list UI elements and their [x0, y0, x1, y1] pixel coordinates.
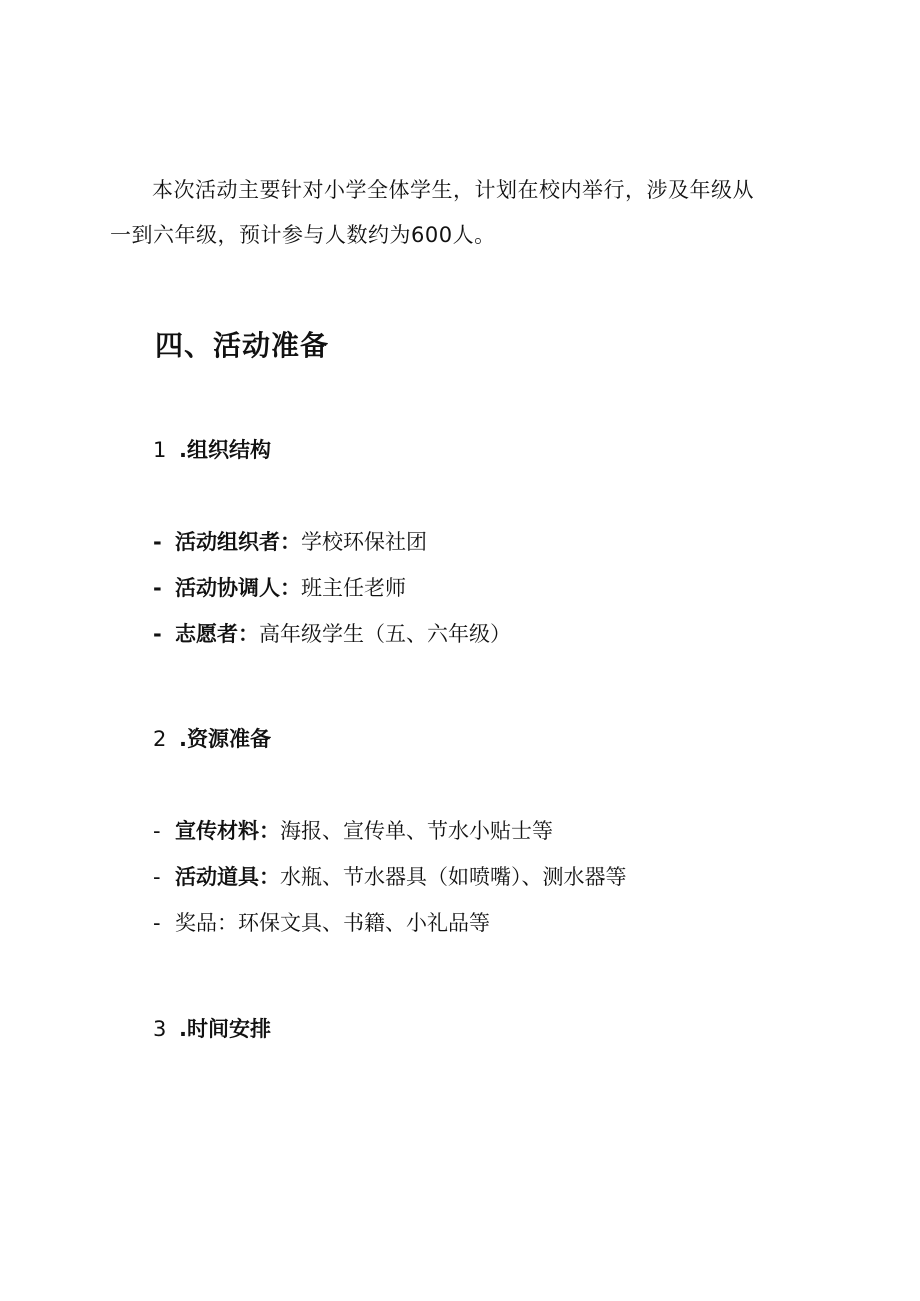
subsection-number: 3 [153, 1017, 167, 1041]
subsection-heading: .资源准备 [179, 727, 271, 751]
subsection-number: 2 [153, 727, 167, 751]
list-bullet: - [153, 911, 161, 935]
item-value: 高年级学生（五、六年级） [259, 622, 511, 646]
resources-list [153, 808, 627, 946]
item-value: 班主任老师 [301, 576, 406, 600]
list-item [153, 519, 511, 565]
item-label: 志愿者： [175, 622, 259, 646]
item-label: 宣传材料： [175, 819, 280, 843]
list-item [153, 854, 627, 900]
intro-paragraph [110, 168, 810, 258]
list-item [153, 808, 627, 854]
item-value: 海报、宣传单、节水小贴士等 [280, 819, 553, 843]
list-item [153, 565, 511, 611]
item-value: 水瓶、节水器具（如喷嘴）、测水器等 [280, 865, 627, 889]
list-bullet: - [153, 819, 161, 843]
intro-line-1: 本次活动主要针对小学全体学生，计划在校内举行，涉及年级从 [152, 178, 754, 202]
subsection-heading: .时间安排 [179, 1017, 271, 1041]
list-item [153, 900, 627, 946]
item-label: 活动道具： [175, 865, 280, 889]
intro-line-2: 一到六年级，预计参与人数约为600人。 [110, 223, 496, 247]
list-bullet: - [153, 865, 161, 889]
list-bullet: - [153, 576, 162, 600]
item-value: 学校环保社团 [301, 530, 427, 554]
section-title: 四、活动准备 [155, 329, 330, 362]
subsection-title-resources [153, 723, 271, 753]
item-label: 活动协调人： [175, 576, 301, 600]
list-bullet: - [153, 622, 162, 646]
subsection-heading: .组织结构 [179, 438, 271, 462]
list-bullet: - [153, 530, 162, 554]
item-label: 活动组织者： [175, 530, 301, 554]
subsection-title-organization [153, 434, 271, 464]
subsection-title-schedule [153, 1013, 271, 1043]
list-item [153, 611, 511, 657]
item-value: 奖品：环保文具、书籍、小礼品等 [175, 911, 490, 935]
subsection-number: 1 [153, 438, 167, 462]
organization-list [153, 519, 511, 657]
